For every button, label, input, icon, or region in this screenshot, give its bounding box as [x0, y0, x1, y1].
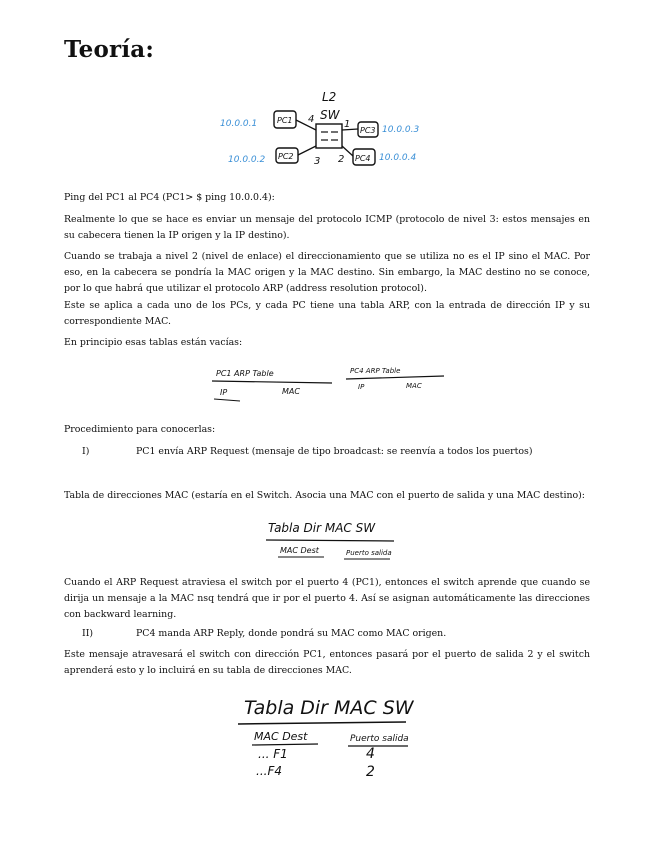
- mac-table-big-col-mac: MAC Dest: [254, 730, 308, 743]
- page-title: Teoría:: [64, 36, 155, 63]
- step-2: [82, 626, 608, 642]
- network-diagram: [218, 86, 430, 172]
- pc3-label: PC3: [360, 126, 376, 135]
- paragraph-nivel2: Cuando se trabaja a nivel 2 (nivel de enlace) el direccionamiento que se utiliza no es el IP sino el MAC. Por eso, en la cabecera se pondría la MAC origen y la MAC destino. Sin embargo, la MAC destino no se conoce, por lo que habrá que utilizar el protocolo ARP (address resolution protocol).: [64, 251, 590, 294]
- pc2-label: PC2: [278, 152, 294, 161]
- step-2-text: PC4 manda ARP Reply, donde pondrá su MAC como MAC origen.: [136, 628, 447, 639]
- pc1-label: PC1: [277, 116, 293, 125]
- paragraph-vacias: En principio esas tablas están vacías:: [64, 337, 243, 348]
- pc1-arp-title: PC1 ARP Table: [216, 369, 274, 378]
- paragraph-icmp: Realmente lo que se hace es enviar un mensaje del protocolo ICMP (protocolo de nivel 3: estos mensajes en su cabecera tienen la IP origen y la IP destino).: [64, 214, 590, 241]
- paragraph-atraviesa: Cuando el ARP Request atraviesa el switch por el puerto 4 (PC1), entonces el switch aprende que cuando se dirija un mensaje a la MAC nsq tendrá que ir por el puerto 4. Así se asignan automáticamente las direcciones con backward learning.: [64, 577, 590, 620]
- pc4-arp-col-mac: MAC: [406, 382, 422, 390]
- pc4-label: PC4: [355, 154, 371, 163]
- switch-box: [316, 124, 342, 148]
- pc4-arp-title: PC4 ARP Table: [350, 367, 401, 375]
- step-1-text: PC1 envía ARP Request (mensaje de tipo broadcast: se reenvía a todos los puertos): [136, 446, 533, 457]
- mac-table-sketch-small: [258, 512, 400, 568]
- switch-layer-label: L2: [322, 90, 337, 104]
- step-1: [82, 444, 608, 460]
- mac-table-small-title: Tabla Dir MAC SW: [268, 521, 376, 535]
- ip-pc4: 10.0.0.4: [379, 153, 417, 163]
- mac-table-small-col-port: Puerto salida: [346, 549, 392, 557]
- mac-table-small-col-mac: MAC Dest: [280, 546, 319, 555]
- mac-table-big-row2-mac: ...F4: [256, 764, 282, 778]
- port-1-label: 1: [344, 119, 351, 130]
- paragraph-atravesara: Este mensaje atravesará el switch con dirección PC1, entonces pasará por el puerto de salida 2 y el switch aprenderá esto y lo incluirá en su tabla de direcciones MAC.: [64, 649, 590, 676]
- paragraph-ping: Ping del PC1 al PC4 (PC1> $ ping 10.0.0.4):: [64, 192, 275, 203]
- mac-table-big-row2-port: 2: [366, 764, 375, 780]
- mac-table-sketch-big: [232, 684, 428, 796]
- ip-pc2: 10.0.0.2: [228, 155, 266, 165]
- paragraph-arp: Este se aplica a cada uno de los PCs, y cada PC tiene una tabla ARP, con la entrada de dirección IP y su correspondiente MAC.: [64, 300, 590, 327]
- mac-table-big-row1-mac: ... F1: [258, 747, 288, 761]
- ip-pc1: 10.0.0.1: [220, 119, 258, 129]
- arp-tables-sketch: [208, 360, 448, 406]
- mac-table-big-row1-port: 4: [366, 746, 375, 762]
- step-1-number: I): [82, 446, 90, 457]
- port-2-label: 2: [338, 154, 345, 165]
- pc4-arp-col-ip: IP: [358, 383, 365, 391]
- port-3-label: 3: [314, 156, 321, 167]
- pc1-arp-col-mac: MAC: [282, 387, 300, 396]
- paragraph-procedimiento: Procedimiento para conocerlas:: [64, 424, 216, 435]
- step-2-number: II): [82, 628, 94, 639]
- mac-table-big-col-port: Puerto salida: [350, 734, 409, 744]
- ip-pc3: 10.0.0.3: [382, 125, 420, 135]
- paragraph-tabla-mac: Tabla de direcciones MAC (estaría en el Switch. Asocia una MAC con el puerto de salida y una MAC destino):: [64, 490, 585, 501]
- mac-table-big-title: Tabla Dir MAC SW: [244, 697, 414, 719]
- port-4-label: 4: [308, 114, 315, 125]
- pc1-arp-col-ip: IP: [220, 388, 228, 397]
- switch-label: SW: [320, 108, 340, 122]
